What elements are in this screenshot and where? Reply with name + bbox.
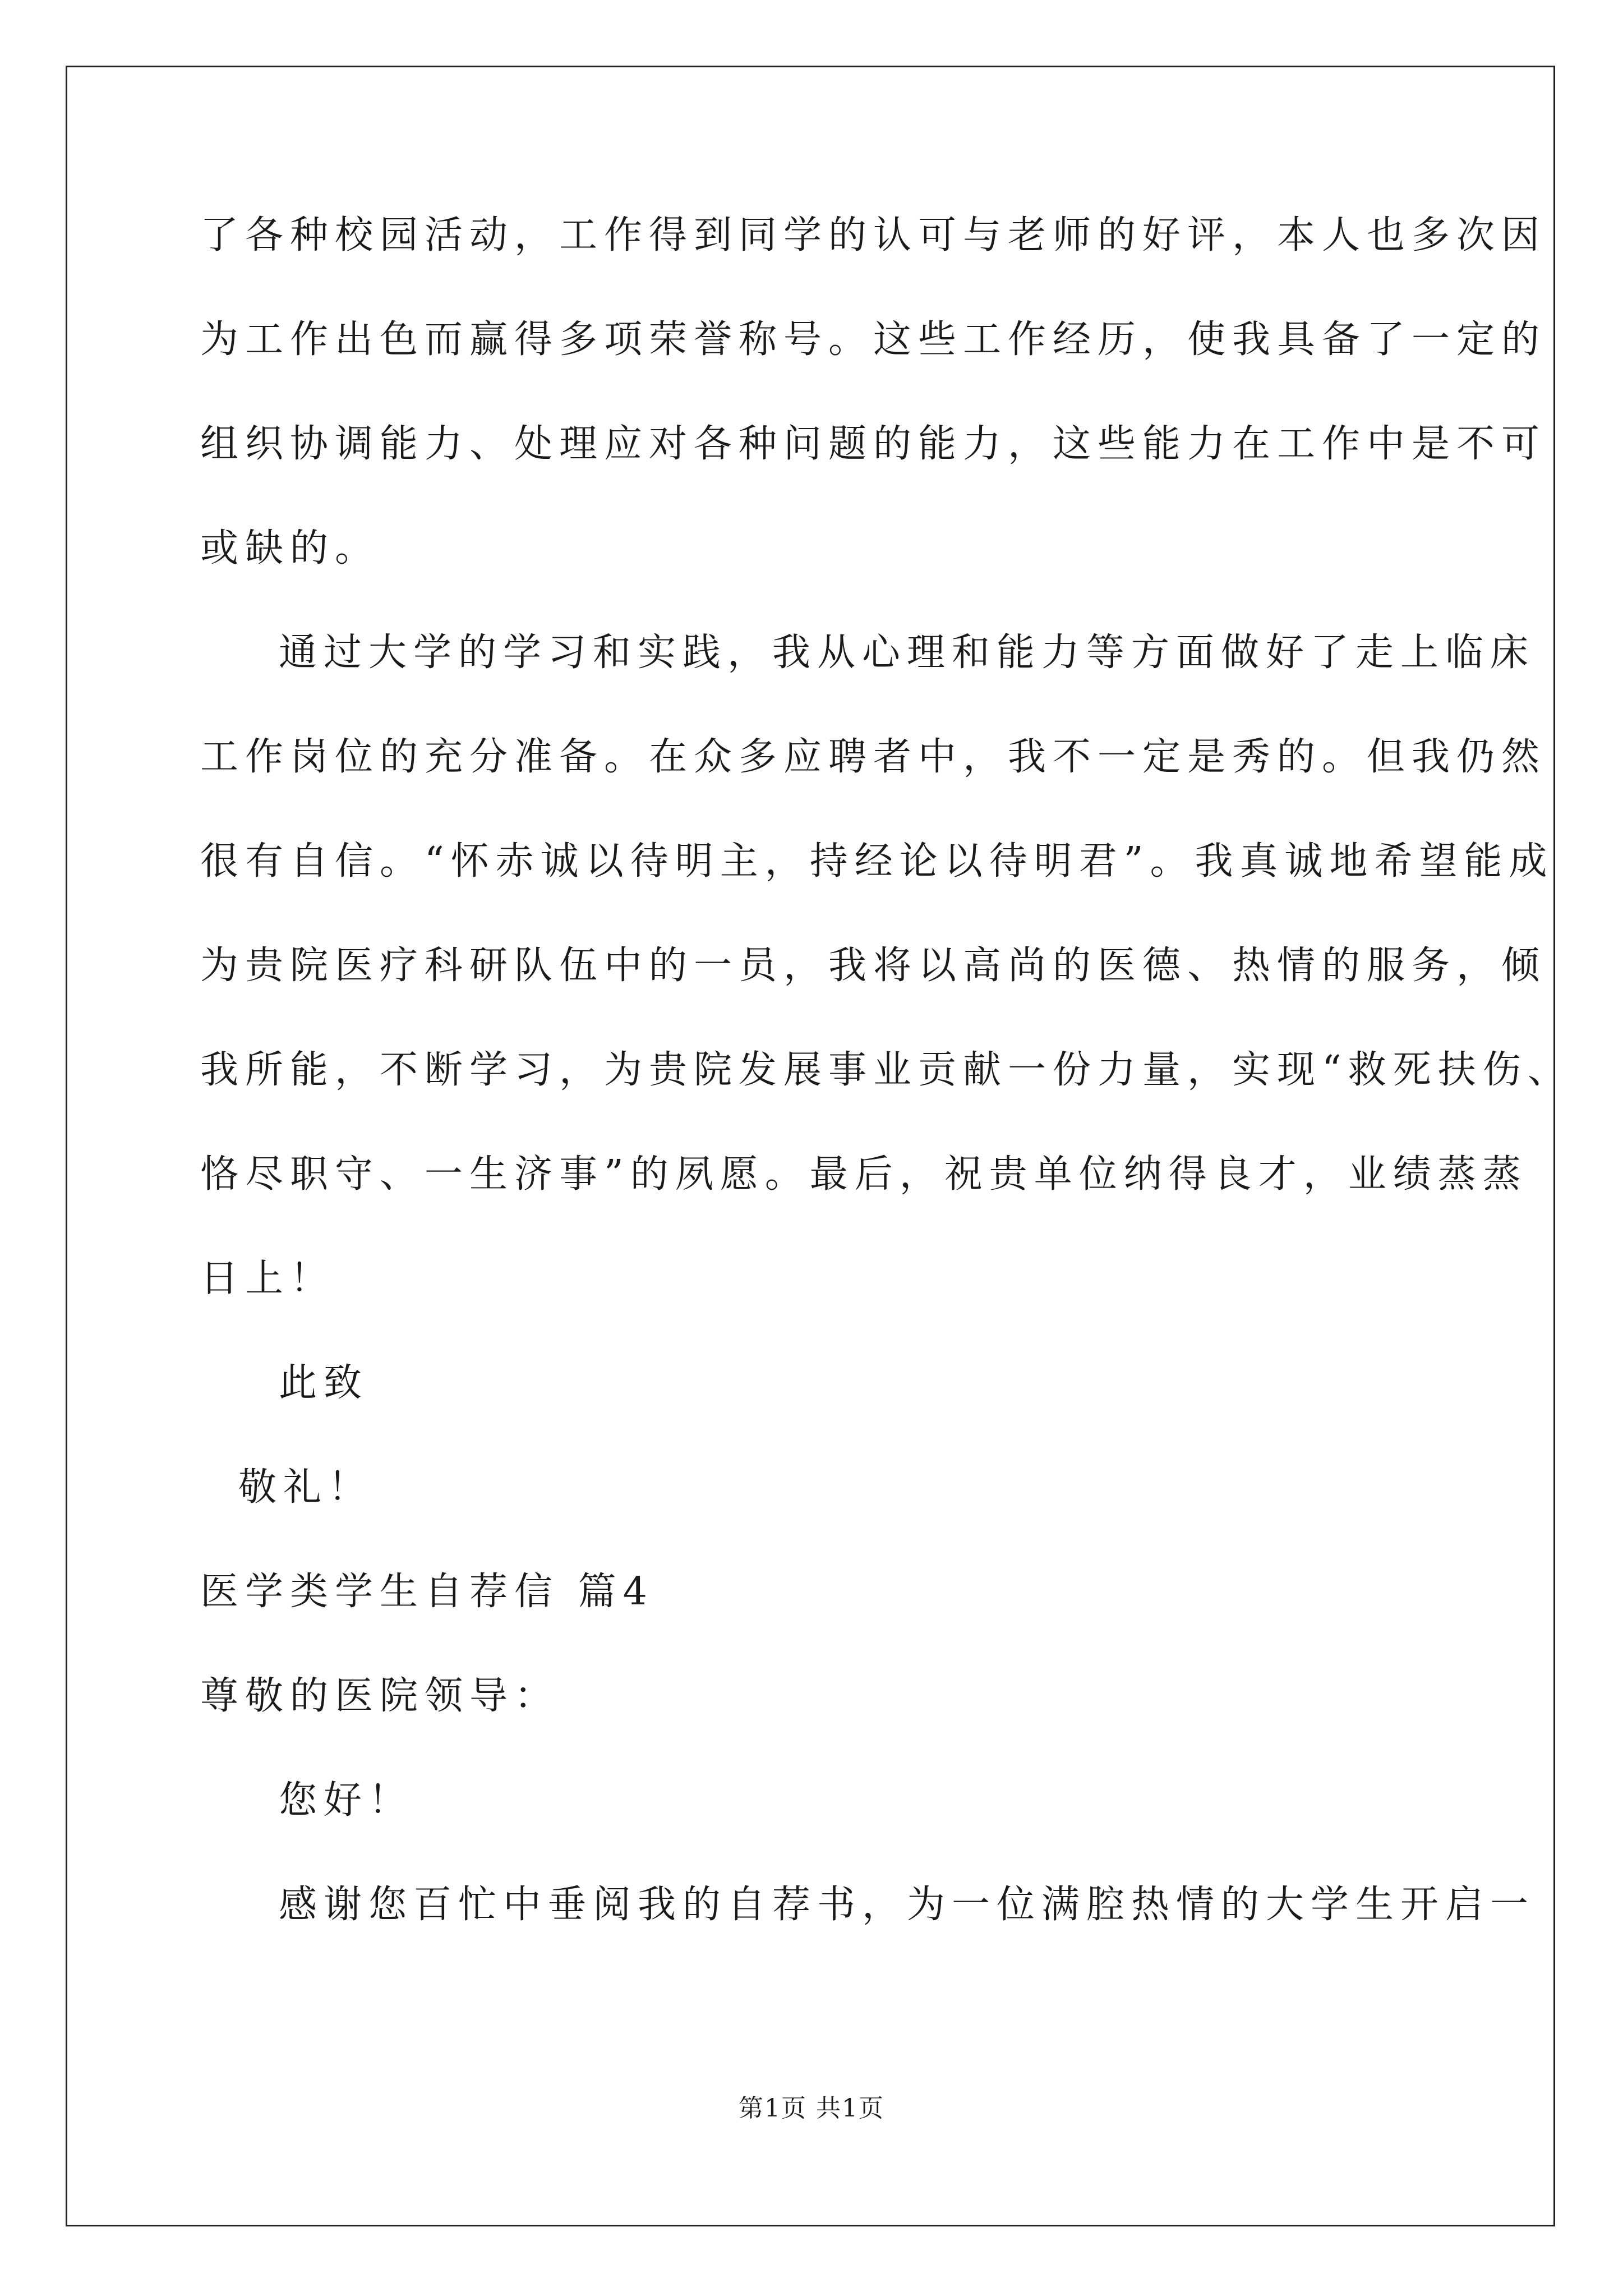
text-line-11: 日上！ (200, 1257, 335, 1301)
text-line-4: 或缺的。 (200, 526, 380, 570)
closing-respect: 敬礼！ (238, 1465, 374, 1510)
text-line-5: 通过大学的学习和实践，我从心理和能力等方面做好了走上临床 (279, 631, 1536, 675)
text-line-7: 很有自信。“怀赤诚以待明主，持经论以待明君”。我真诚地希望能成 (200, 839, 1554, 884)
closing-salutation: 此致 (279, 1361, 369, 1405)
hello-line: 您好！ (279, 1778, 414, 1823)
text-line-8: 为贵院医疗科研队伍中的一员，我将以高尚的医德、热情的服务，倾 (200, 944, 1547, 988)
text-line-6: 工作岗位的充分准备。在众多应聘者中，我不一定是秀的。但我仍然 (200, 735, 1547, 779)
text-line-1: 了各种校园活动，工作得到同学的认可与老师的好评，本人也多次因 (200, 213, 1547, 257)
text-line-2: 为工作出色而赢得多项荣誉称号。这些工作经历，使我具备了一定的 (200, 318, 1547, 362)
page-footer: 第1页 共1页 (739, 2094, 884, 2123)
text-line-10: 恪尽职守、一生济事”的夙愿。最后，祝贵单位纳得良才，业绩蒸蒸 (200, 1152, 1528, 1197)
section-heading: 医学类学生自荐信 篇4 (200, 1570, 654, 1614)
text-line-9: 我所能，不断学习，为贵院发展事业贡献一份力量，实现“救死扶伤、 (200, 1048, 1573, 1092)
text-line-17: 感谢您百忙中垂阅我的自荐书，为一位满腔热情的大学生开启一 (279, 1883, 1536, 1927)
greeting-line: 尊敬的医院领导： (200, 1674, 560, 1718)
text-line-3: 组织协调能力、处理应对各种问题的能力，这些能力在工作中是不可 (200, 422, 1547, 466)
